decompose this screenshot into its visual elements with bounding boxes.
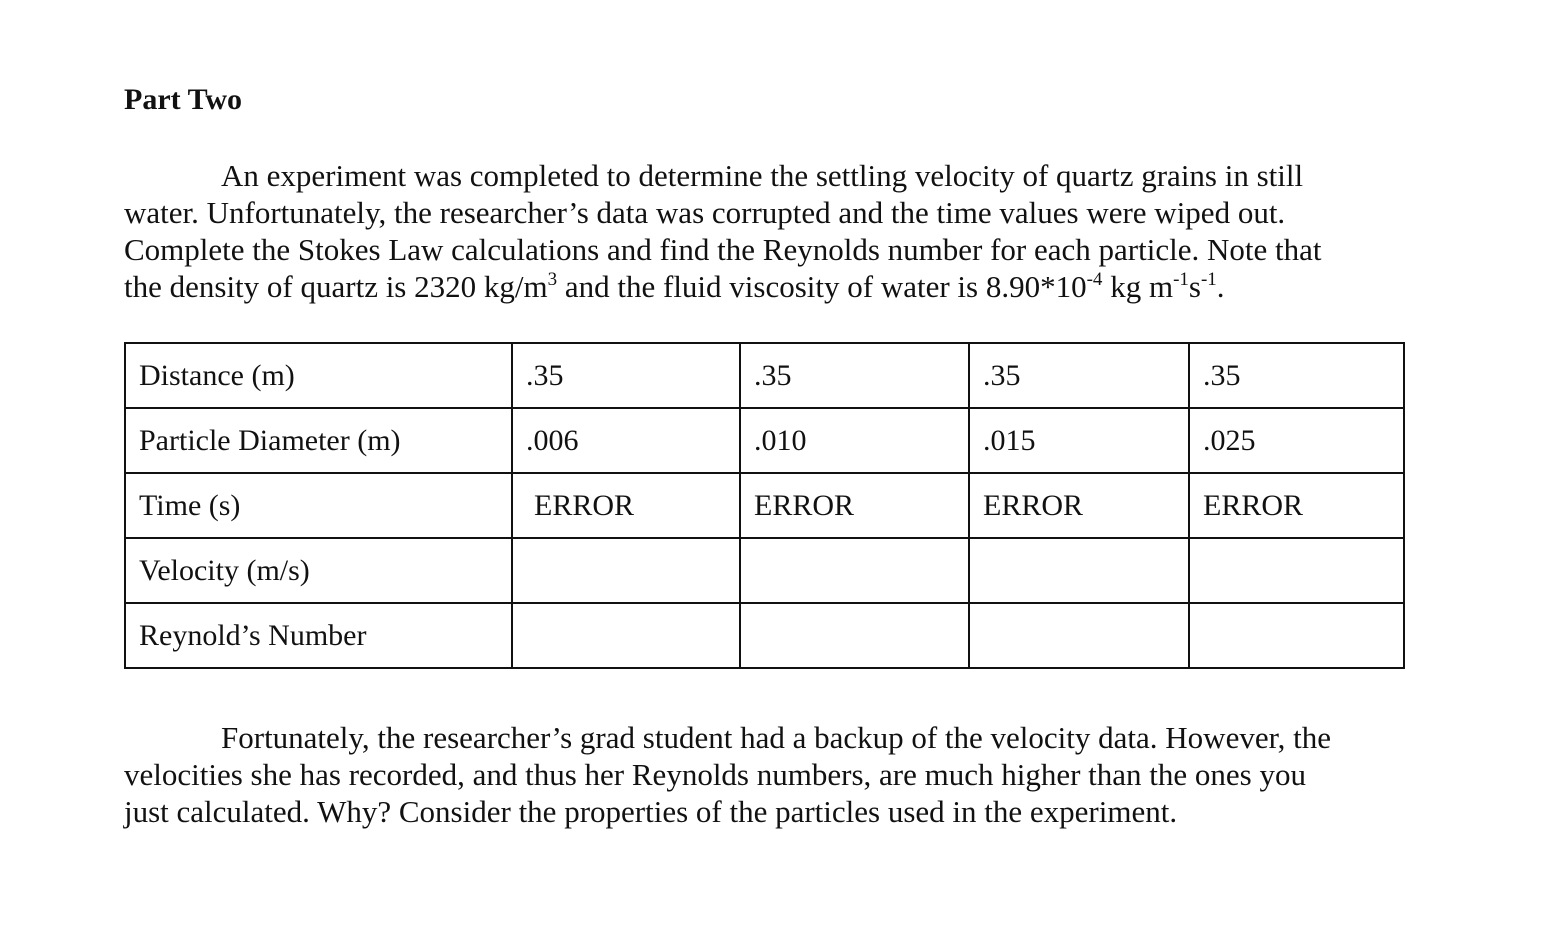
table-cell: .025 bbox=[1189, 408, 1404, 473]
intro-line-4: the density of quartz is 2320 $kg/m^3$ and the fluid viscosity of water is $8.90*10^{-4}$ kg $m^{-1}s^{-1}$. bbox=[124, 269, 1225, 304]
followup-line-3: just calculated. Why? Consider the properties of the particles used in the experiment. bbox=[124, 794, 1178, 829]
table-cell bbox=[512, 603, 740, 668]
table-row-distance bbox=[125, 343, 1404, 408]
followup-paragraph bbox=[124, 719, 1399, 830]
table-row-velocity bbox=[125, 538, 1404, 603]
table-cell bbox=[969, 603, 1189, 668]
table-row-diameter bbox=[125, 408, 1404, 473]
row-label: Particle Diameter (m) bbox=[125, 408, 512, 473]
table-cell: .35 bbox=[969, 343, 1189, 408]
table-cell: .35 bbox=[740, 343, 969, 408]
table-cell bbox=[1189, 538, 1404, 603]
table-cell bbox=[1189, 603, 1404, 668]
table-cell bbox=[740, 538, 969, 603]
row-label: Reynold’s Number bbox=[125, 603, 512, 668]
table-cell: ERROR bbox=[969, 473, 1189, 538]
data-table bbox=[124, 342, 1405, 669]
table-cell: ERROR bbox=[740, 473, 969, 538]
table-cell: .010 bbox=[740, 408, 969, 473]
table-row-time bbox=[125, 473, 1404, 538]
table-cell: ERROR bbox=[1189, 473, 1404, 538]
intro-line-1: An experiment was completed to determine the settling velocity of quartz grains in still bbox=[221, 158, 1304, 193]
section-heading: Part Two bbox=[124, 83, 243, 116]
table-cell bbox=[740, 603, 969, 668]
table-cell: .006 bbox=[512, 408, 740, 473]
table-cell bbox=[969, 538, 1189, 603]
followup-line-2: velocities she has recorded, and thus her Reynolds numbers, are much higher than the ones you bbox=[124, 757, 1306, 792]
table-cell: ERROR bbox=[512, 473, 740, 538]
intro-paragraph bbox=[124, 157, 1399, 305]
table-cell: .015 bbox=[969, 408, 1189, 473]
row-label: Velocity (m/s) bbox=[125, 538, 512, 603]
followup-line-1: Fortunately, the researcher’s grad student had a backup of the velocity data. However, the bbox=[221, 720, 1332, 755]
intro-line-3: Complete the Stokes Law calculations and find the Reynolds number for each particle. Note that bbox=[124, 232, 1322, 267]
row-label: Time (s) bbox=[125, 473, 512, 538]
table-cell: .35 bbox=[1189, 343, 1404, 408]
table-row-reynolds bbox=[125, 603, 1404, 668]
table-cell: .35 bbox=[512, 343, 740, 408]
table-cell bbox=[512, 538, 740, 603]
intro-line-2: water. Unfortunately, the researcher’s data was corrupted and the time values were wiped out. bbox=[124, 195, 1286, 230]
row-label: Distance (m) bbox=[125, 343, 512, 408]
